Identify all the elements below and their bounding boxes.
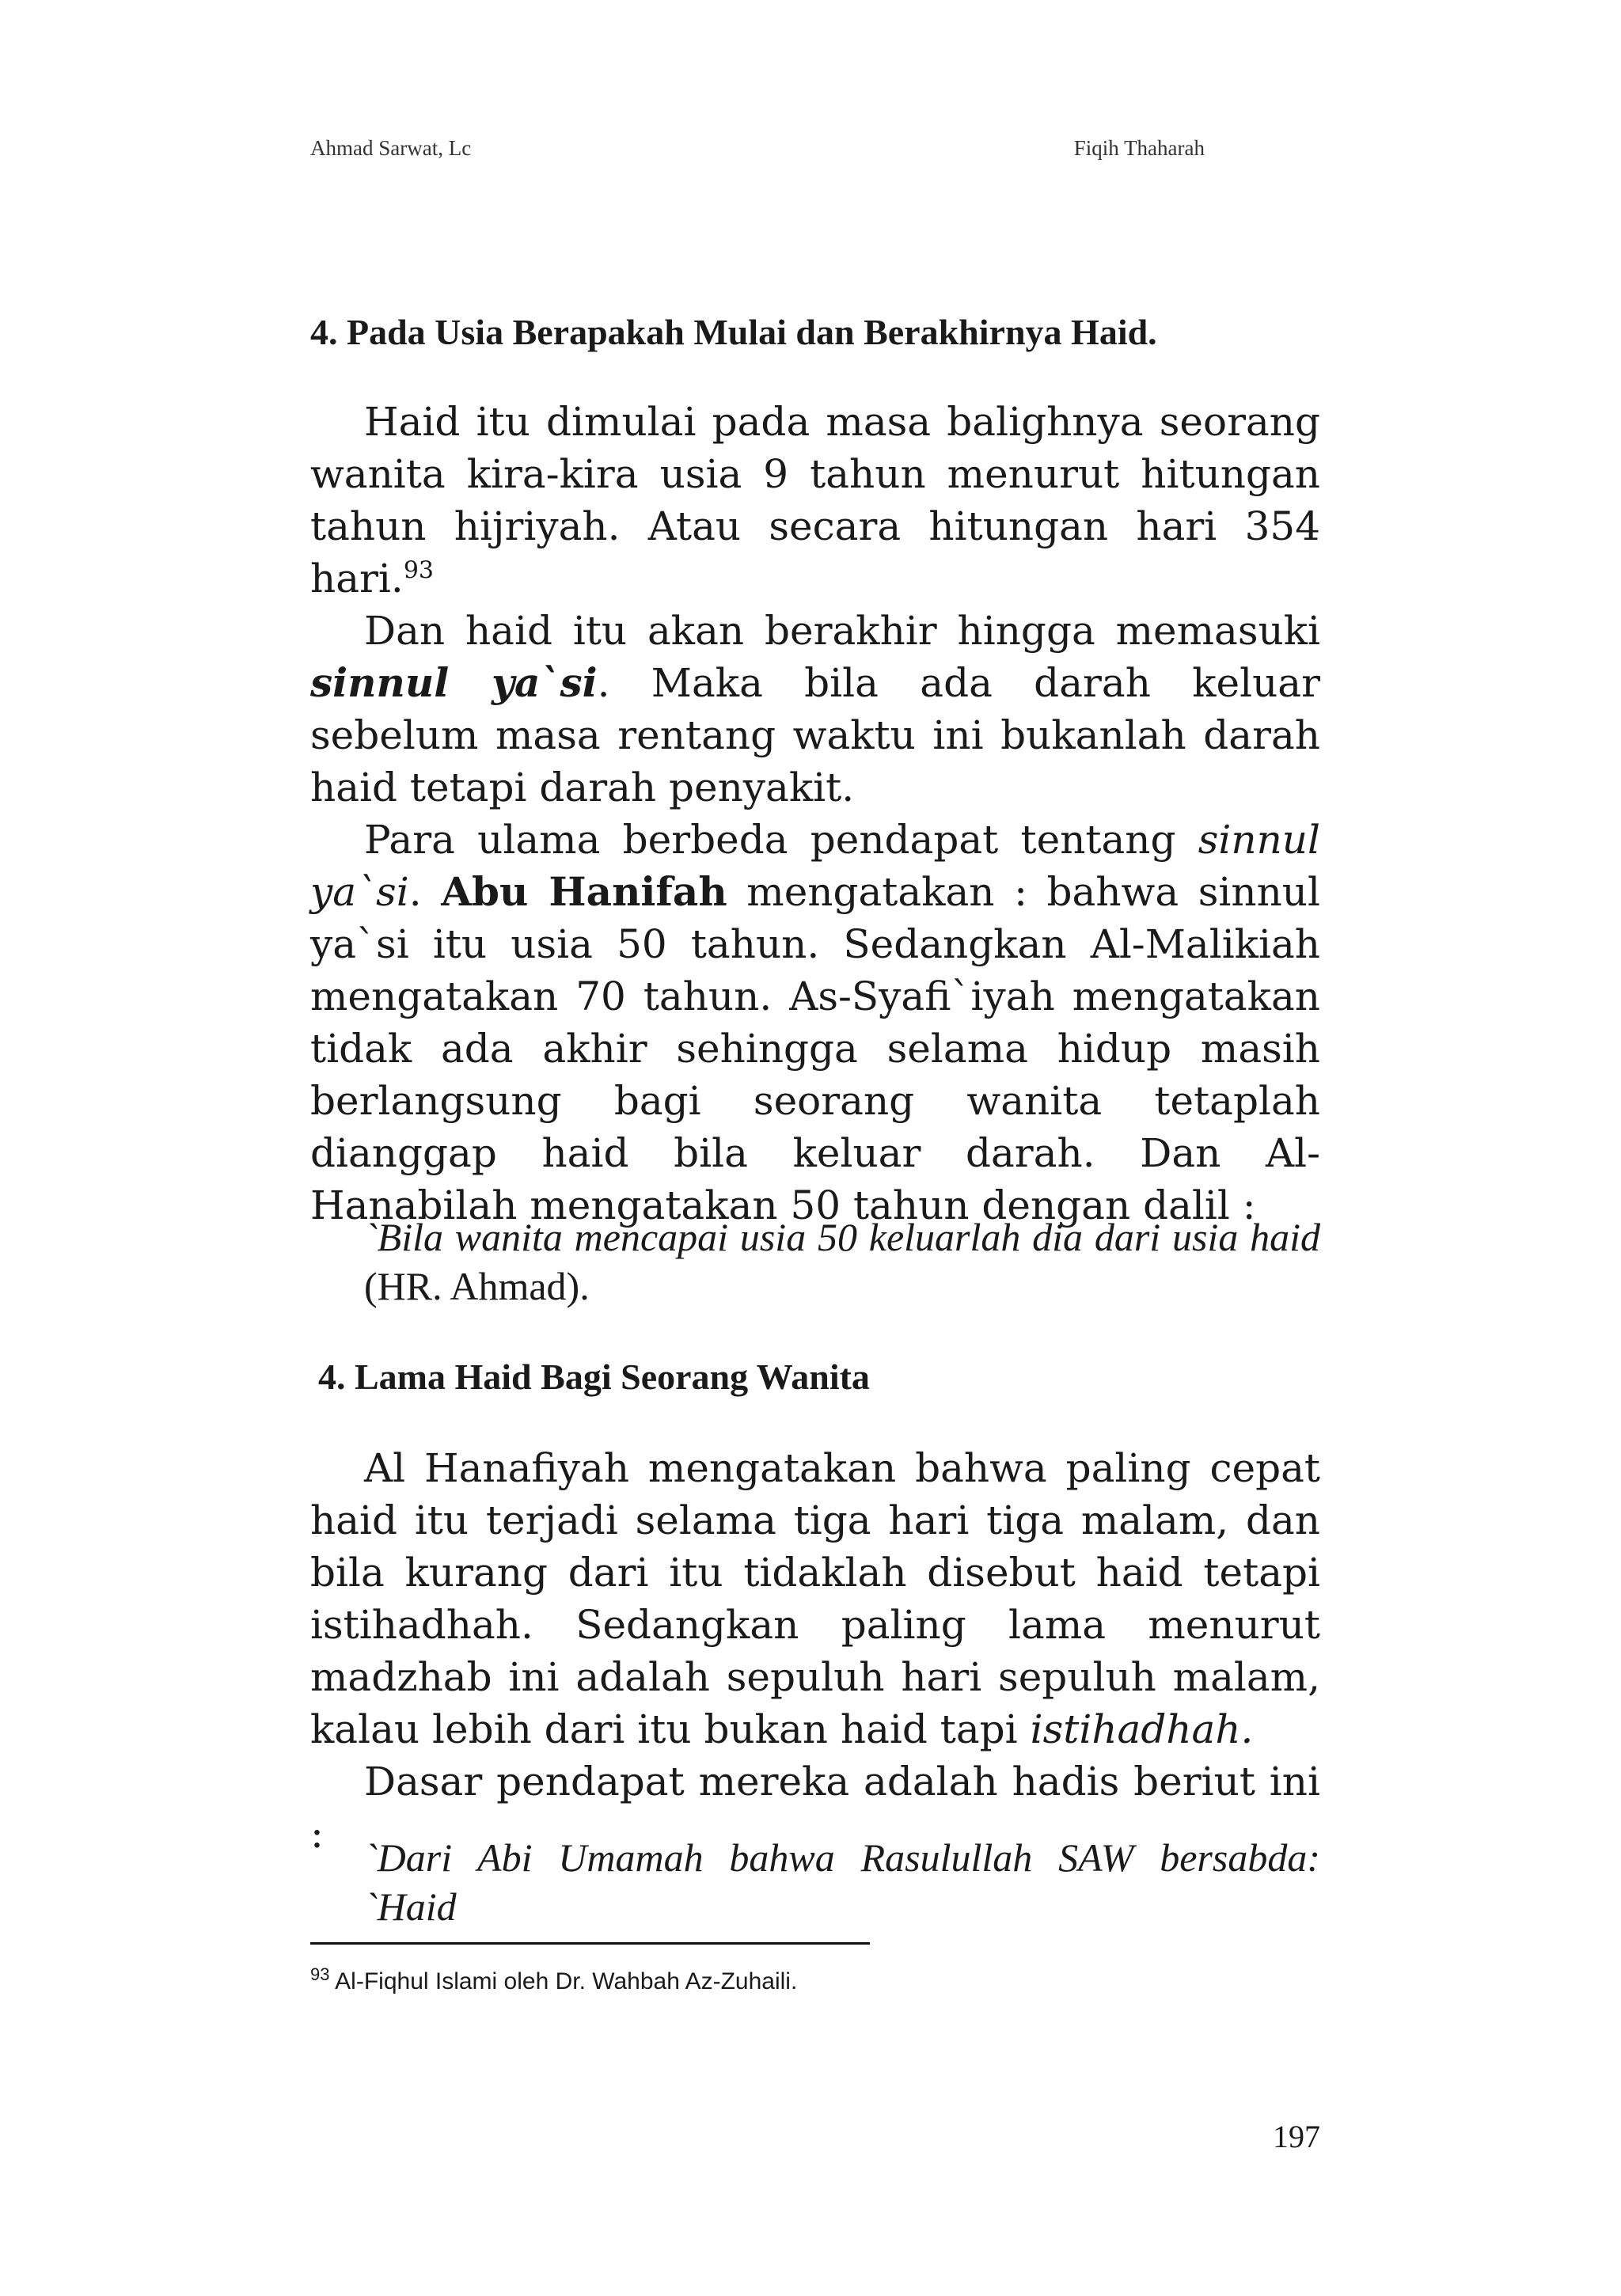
name-abu-hanifah: Abu Hanifah <box>441 868 727 915</box>
paragraph: Dasar pendapat mereka adalah hadis beriut ini : <box>310 1759 1320 1857</box>
hadith-quote: `Dari Abi Umamah bahwa Rasulullah SAW bersabda: `Haid <box>364 1835 1320 1929</box>
paragraph: Haid itu dimulai pada masa balighnya seorang wanita kira-kira usia 9 tahun menurut hitungan tahun hijriyah. Atau secara hitungan hari 354 hari.$^{93}$ <box>310 399 1320 602</box>
paragraph: Para ulama berbeda pendapat tentang sinnul ya`si. Abu Hanifah mengatakan : bahwa sinnul ya`si itu usia 50 tahun. Sedangkan Al-Malikiah mengatakan 70 tahun. As-Syafi`iyah mengatakan tidak ada akhir sehingga selama hidup masih berlangsung bagi seorang wanita tetaplah dianggap haid bila keluar darah. Dan Al-Hanabilah mengatakan 50 tahun dengan dalil : <box>310 817 1321 1228</box>
footnote: $^{93}$ Al-Fiqhul Islami oleh Dr. Wahbah Az-Zuhaili. <box>310 1964 798 1994</box>
section-body-duration <box>310 1442 1320 1860</box>
term-sinnul-yasi: sinnul ya`si <box>310 659 598 706</box>
section-heading-duration: 4. Lama Haid Bagi Seorang Wanita <box>318 1357 870 1397</box>
footnote-divider <box>310 1942 870 1945</box>
hadith-quote: `Bila wanita mencapai usia 50 keluarlah dia dari usia haid (HR. Ahmad). <box>364 1215 1320 1308</box>
section-body-age <box>310 396 1320 1231</box>
paragraph: Al Hanafiyah mengatakan bahwa paling cepat haid itu terjadi selama tiga hari tiga malam, dan bila kurang dari itu tidaklah disebut haid tetapi istihadhah. Sedangkan paling lama menurut madzhab ini adalah sepuluh hari sepuluh malam, kalau lebih dari itu bukan haid tapi istihadhah. <box>310 1445 1320 1752</box>
term-istihadhah: istihadhah. <box>1030 1706 1254 1752</box>
running-header-title: Fiqih Thaharah <box>1073 136 1205 160</box>
section-heading-age: 4. Pada Usia Berapakah Mulai dan Berakhirnya Haid. <box>310 312 1157 352</box>
footnote-ref: 93 <box>403 556 434 585</box>
term-sinnul-yasi: sinnul ya`si <box>310 817 1320 915</box>
running-header-author: Ahmad Sarwat, Lc <box>310 136 472 160</box>
paragraph: Dan haid itu akan berakhir hingga memasuki sinnul ya`si. Maka bila ada darah keluar sebelum masa rentang waktu ini bukanlah darah haid tetapi darah penyakit. <box>310 608 1320 810</box>
page-number: 197 <box>1273 2119 1320 2154</box>
